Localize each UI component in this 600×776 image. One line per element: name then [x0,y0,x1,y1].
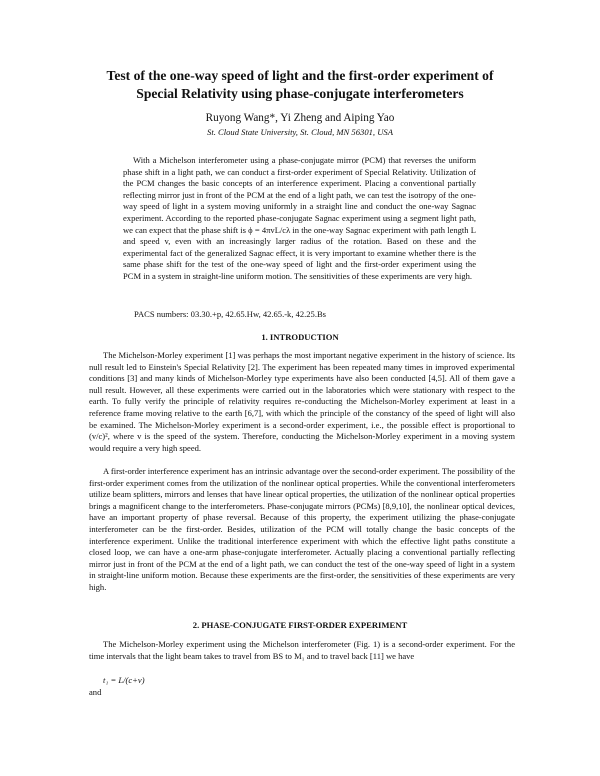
section-1-heading: 1. INTRODUCTION [261,332,339,342]
title-line-2: Special Relativity using phase-conjugate interferometers [136,86,464,101]
title-line-1: Test of the one-way speed of light and the first-order experiment of [106,68,494,83]
equation-1: t₁ = L/(c+v) [103,675,145,685]
paper-title [60,67,540,103]
author-affiliation: St. Cloud State University, St. Cloud, MN 56301, USA [207,127,393,137]
section-1-paragraph-1: The Michelson-Morley experiment [1] was perhaps the most important negative experiment in the history of science. Its null result led to Einstein's Special Relativity [2]. The experiment has been repeated many times in improved experimental conditions [3] and many kinds of Michelson-Morley type experiments have also been conducted [4,5]. All of them gave a null result. However, all these experiments were carried out in the laboratories which were stationary with respect to the earth. To fully verify the principle of relativity requires re-conducting the Michelson-Morley experiment at least in a reference frame moving relative to the earth [6,7], with which the principle of the constancy of the speed of light will also be examined. The Michelson-Morley experiment is a second-order experiment, i.e., the possible effect is proportional to (v/c)², where v is the speed of the system. Therefore, conducting the Michelson-Morley experiment in a moving system would require a very high speed. [89,350,515,453]
section-2-heading: 2. PHASE-CONJUGATE FIRST-ORDER EXPERIMENT [192,620,408,630]
pacs-numbers: PACS numbers: 03.30.+p, 42.65.Hw, 42.65.-k, 42.25.Bs [134,309,326,319]
abstract-text: With a Michelson interferometer using a phase-conjugate mirror (PCM) that reverses the uniform phase shift in a light path, we can conduct a first-order experiment of Special Relativity. Utilization of the PCM changes the basic concepts of an interference experiment. Placing a conventional partially reflecting mirror just in front of the PCM at the end of a light path, we can test the isotropy of the one-way speed of light in a system moving uniformly in a straight line and conduct the one-way Sagnac experiment. According to the reported phase-conjugate Sagnac experiment using a segment light path, we can expect that the phase shift is ϕ = 4πvL/cλ in the one-way Sagnac experiment with path length L and speed v, even with an increasingly larger radius of the rotation. Based on these and the experimental fact of the generalized Sagnac effect, it is very important to examine whether there is the same phase shift for the test of the one-way speed of light and the first-order experiment using the PCM in a system in straight-line uniform motion. The sensitivities of these experiments are very high. [123,155,476,281]
and-connector: and [89,687,102,697]
section-2-paragraph-1: The Michelson-Morley experiment using the Michelson interferometer (Fig. 1) is a second-order experiment. For the time intervals that the light beam takes to travel from BS to M₁ and to travel back [11] we have [89,639,515,661]
section-1-paragraph-2: A first-order interference experiment has an intrinsic advantage over the second-order experiment. The possibility of the first-order experiment comes from the utilization of the nonlinear optical properties. While the conventional interferometers utilize beam splitters, mirrors and lenses that have linear optical properties, the utilization of the nonlinear optical properties brings a magnificent change to the interferometers. Phase-conjugate mirrors (PCMs) [8,9,10], the nonlinear optical devices, have an important property of phase reversal. Because of this property, the experiment utilizing the phase-conjugate interferometer can be the first-order. Besides, utilization of the PCM will totally change the basic concepts of the interference experiment. Unlike the traditional interference experiment with which the effective light paths constitute a closed loop, we can have a one-arm phase-conjugate interferometer. Actually placing a conventional partially reflecting mirror just in front of the PCM at the end of a light path, we can conduct the test of the one-way speed of light in a system in straight-line uniform motion. Because these experiments are the first-order, the sensitivities of these experiments are very high. [89,466,515,592]
author-list: Ruyong Wang*, Yi Zheng and Aiping Yao [205,112,395,124]
